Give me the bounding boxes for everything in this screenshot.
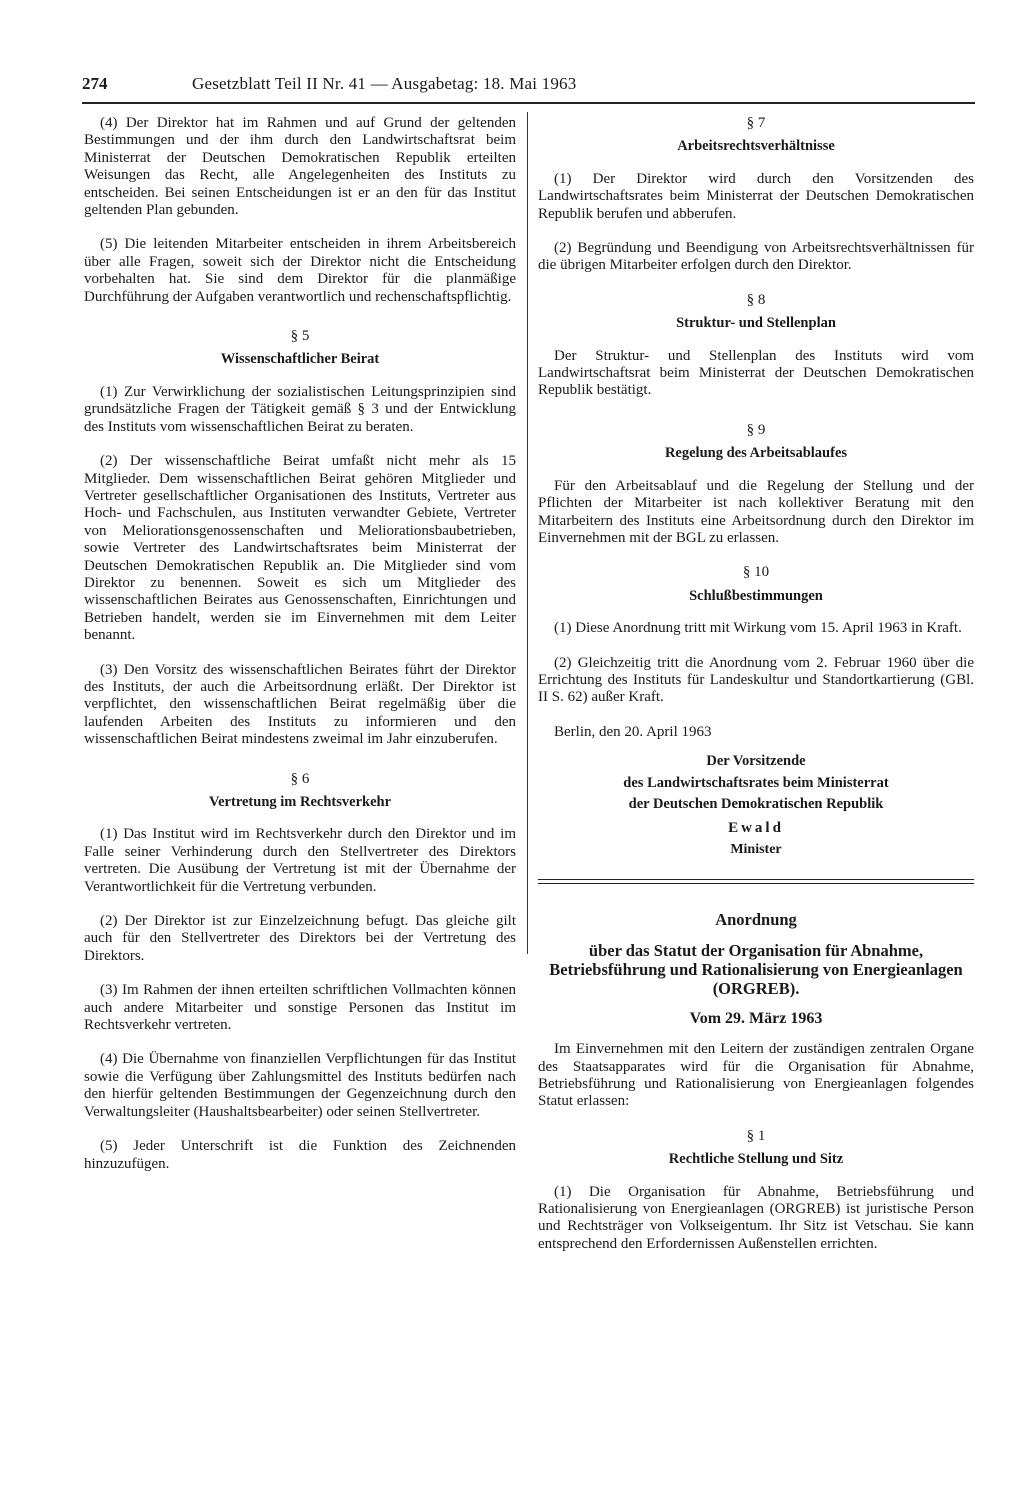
section-10-paragraph-1: (1) Diese Anordnung tritt mit Wirkung vom 15. April 1963 in Kraft. xyxy=(554,620,962,637)
section-6-paragraph-4: (4) Die Übernahme von finanziellen Verpflichtungen für das Institut sowie die Verfügung über Zahlungsmittel des Instituts bedürfen nach den hierfür geltenden Bestimmungen der Gegenzeichnung durch den Verwaltungsleiter (Haushaltsbearbeiter) oder seinen Stellvertreter. xyxy=(84,1051,516,1120)
section-7-title: Arbeitsrechtsverhältnisse xyxy=(677,138,835,155)
document-date: Vom 29. März 1963 xyxy=(689,1009,823,1027)
page-header xyxy=(82,72,975,104)
section-6-title: Vertretung im Rechtsverkehr xyxy=(208,794,391,810)
section-9-number: § 9 xyxy=(746,421,766,438)
section-10-title: Schlußbestimmungen xyxy=(689,587,823,604)
document-title: über das Statut der Organisation für Abnahme, Betriebsführung und Rationalisierung von Energieanlagen (ORGREB). xyxy=(549,940,963,998)
section-10-paragraph-2: (2) Gleichzeitig tritt die Anordnung vom 2. Februar 1960 über die Errichtung des Instituts für Landeskultur und Standortkartierung (GBl. II S. 62) außer Kraft. xyxy=(538,654,974,706)
section-8-number: § 8 xyxy=(746,291,766,308)
left-column xyxy=(84,115,516,1190)
section-7-paragraph-2: (2) Begründung und Beendigung von Arbeitsrechtsverhältnissen für die übrigen Mitarbeiter erfolgen durch den Direktor. xyxy=(538,240,974,274)
section-1-number: § 1 xyxy=(746,1127,766,1144)
column-divider xyxy=(527,112,528,954)
section-6-paragraph-1: (1) Das Institut wird im Rechtsverkehr durch den Direktor und im Falle seiner Verhinderung durch den Stellvertreter des Direktors vertreten. Die Ausübung der Vertretung ist mit der Übernahme der Verantwortlichkeit für die Vertretung verbunden. xyxy=(84,826,516,895)
section-5-number: § 5 xyxy=(290,328,310,345)
section-9-title: Regelung des Arbeitsablaufes xyxy=(664,445,848,462)
signature-line-3: der Deutschen Demokratischen Republik xyxy=(628,796,884,813)
paragraph-4-4: (4) Der Direktor hat im Rahmen und auf Grund der geltenden Bestimmungen und der ihm durch den Landwirtschaftsrat beim Ministerrat der Deutschen Demokratischen Republik erteilten Weisungen das Recht, alle Angelegenheiten des Instituts zu entscheiden. Bei seinen Entscheidungen ist er an den für das Institut geltenden Plan gebunden. xyxy=(84,115,516,219)
section-10-number: § 10 xyxy=(742,564,770,581)
section-5-paragraph-2: (2) Der wissenschaftliche Beirat umfaßt nicht mehr als 15 Mitglieder. Dem wissenschaftlichen Beirat gehören Mitglieder und Vertreter gesellschaftlicher Organisationen des Instituts, Vertreter aus Hoch- und Fachschulen, aus Instituten verwandter Gebiete, Vertreter von Meliorationsgenossenschaften und Meliorationsbaubetrieben, sowie Vertreter des Landwirtschaftsrates beim Ministerrat der Deutschen Demokratischen Republik an. Die Mitglieder sind vom Direktor zu benennen. Soweit es sich um Mitglieder des wissenschaftlichen Beirates aus Genossenschaften, Einrichtungen und Betrieben handelt, werden sie im Einvernehmen mit dem Leiter benannt. xyxy=(84,453,516,644)
running-title: Gesetzblatt Teil II Nr. 41 — Ausgabetag: 18. Mai 1963 xyxy=(192,74,577,93)
signature-line-1: Der Vorsitzende xyxy=(706,753,806,770)
section-7-paragraph-1: (1) Der Direktor wird durch den Vorsitzenden des Landwirtschaftsrates beim Ministerrat der Deutschen Demokratischen Republik berufen und abberufen. xyxy=(538,170,974,222)
paragraph-4-5: (5) Die leitenden Mitarbeiter entscheiden in ihrem Arbeitsbereich über alle Fragen, soweit sich der Direktor nicht die Entscheidung vorbehalten hat. Sie sind dem Direktor für die planmäßige Durchführung der Aufgaben verantwortlich und rechenschaftspflichtig. xyxy=(84,236,516,305)
section-6-number: § 6 xyxy=(290,770,310,787)
signer-role: Minister xyxy=(730,842,782,858)
section-5-paragraph-3: (3) Den Vorsitz des wissenschaftlichen Beirates führt der Direktor des Instituts, der auch die Arbeitsordnung erläßt. Der Direktor ist verpflichtet, den wissenschaftlichen Beirat regelmäßig über die laufenden Arbeiten des Instituts zu informieren und den wissenschaftlichen Beirat mindestens zweimal im Jahr einzuberufen. xyxy=(84,661,516,748)
section-8-paragraph-1: Der Struktur- und Stellenplan des Instituts wird vom Landwirtschaftsrat beim Ministerrat der Deutschen Demokratischen Republik bestätigt. xyxy=(538,347,974,399)
section-5-title: Wissenschaftlicher Beirat xyxy=(220,351,380,368)
section-1-paragraph-1: (1) Die Organisation für Abnahme, Betriebsführung und Rationalisierung von Energieanlagen (ORGREB) ist juristische Person und Rechtsträger von Volkseigentum. Ihr Sitz ist Vetschau. Sie kann entsprechend den Erfordernissen Außenstellen errichten. xyxy=(538,1183,974,1252)
page-number: 274 xyxy=(82,74,108,93)
document-separator-rule xyxy=(538,879,974,884)
place-and-date: Berlin, den 20. April 1963 xyxy=(554,723,712,740)
document-title-heading: Anordnung xyxy=(715,909,797,929)
section-9-paragraph-1: Für den Arbeitsablauf und die Regelung der Stellung und der Pflichten der Mitarbeiter ist nach kollektiver Beratung mit den Mitarbeitern des Instituts eine Arbeitsordnung durch den Direktor im Einvernehmen mit der BGL zu erlassen. xyxy=(538,477,974,546)
section-6-paragraph-3: (3) Im Rahmen der ihnen erteilten schriftlichen Vollmachten können auch andere Mitarbeiter und sonstige Personen das Institut im Rechtsverkehr vertreten. xyxy=(84,982,516,1034)
section-6-paragraph-2: (2) Der Direktor ist zur Einzelzeichnung befugt. Das gleiche gilt auch für den Stellvertreter des Direktors bei der Vertretung des Direktors. xyxy=(84,913,516,964)
section-8-title: Struktur- und Stellenplan xyxy=(676,315,836,332)
document-intro: Im Einvernehmen mit den Leitern der zuständigen zentralen Organe des Staatsapparates wird für die Organisation für Abnahme, Betriebsführung und Rationalisierung von Energieanlagen folgendes Statut erlassen: xyxy=(538,1041,974,1110)
section-7-number: § 7 xyxy=(746,115,766,131)
section-6-paragraph-5: (5) Jeder Unterschrift ist die Funktion des Zeichnenden hinzuzufügen. xyxy=(84,1138,516,1172)
section-1-title: Rechtliche Stellung und Sitz xyxy=(668,1151,844,1168)
section-5-paragraph-1: (1) Zur Verwirklichung der sozialistischen Leitungsprinzipien sind grundsätzliche Fragen der Tätigkeit gemäß § 3 und der Entwicklung des Instituts vom wissenschaftlichen Beirat zu beraten. xyxy=(84,383,516,435)
signer-name: Ewald xyxy=(728,819,784,836)
signature-line-2: des Landwirtschaftsrates beim Ministerrat xyxy=(623,774,889,791)
right-column xyxy=(538,115,974,1270)
